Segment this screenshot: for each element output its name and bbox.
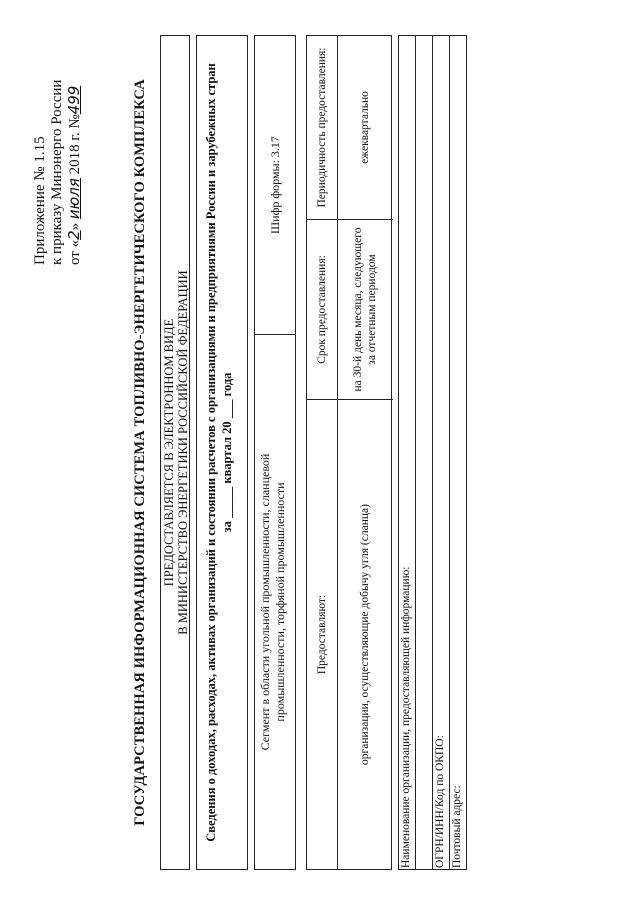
electronic-submission-box bbox=[160, 35, 190, 870]
org-ogrn-field: ОГРН/ИНН/Код по ОКПО: bbox=[433, 35, 450, 870]
page-title: ГОСУДАРСТВЕННАЯ ИНФОРМАЦИОННАЯ СИСТЕМА ТОПЛИВНО-ЭНЕРГЕТИЧЕСКОГО КОМПЛЕКСА bbox=[132, 79, 148, 826]
report-title: Сведения о доходах, расходах, активах организаций и состоянии расчетов с организациями и предприятиями России и зарубежных стран bbox=[204, 63, 218, 842]
submission-table bbox=[306, 35, 392, 870]
appendix-number: Приложение № 1.15 bbox=[32, 136, 48, 265]
table-row bbox=[337, 36, 393, 869]
segment-row bbox=[254, 35, 296, 870]
org-name-field: Наименование организации, предоставляющей информацию: bbox=[398, 35, 416, 870]
segment-cell bbox=[255, 334, 295, 869]
header-periodicity: Периодичность предоставления: bbox=[316, 47, 328, 208]
segment-line-2: промышленности, торфяной промышленности bbox=[273, 482, 287, 722]
handwritten-month: июля bbox=[65, 178, 83, 220]
organization-info-block bbox=[398, 35, 467, 870]
cell-deadline: на 30-й день месяца, следующего за отчетным периодом bbox=[337, 219, 393, 399]
handwritten-day: 2 bbox=[65, 230, 83, 240]
org-name-field-extra bbox=[416, 35, 433, 870]
electronic-line-1: ПРЕДОСТАВЛЯЕТСЯ В ЭЛЕКТРОННОМ ВИДЕ bbox=[162, 318, 176, 587]
org-address-field: Почтовый адрес: bbox=[450, 35, 467, 870]
handwritten-order-number: 499 bbox=[65, 85, 83, 115]
cell-periodicity: ежеквартально bbox=[359, 91, 371, 164]
header-deadline: Срок предоставления: bbox=[307, 219, 337, 399]
form-code: Шифр формы: 3.17 bbox=[267, 136, 282, 234]
appendix-order-ref: к приказу Минэнерго России bbox=[49, 79, 65, 265]
order-year: 2018 bbox=[67, 144, 83, 175]
appendix-header bbox=[32, 15, 84, 265]
segment-line-1: Сегмент в области угольной промышленности, сланцевой bbox=[258, 453, 272, 751]
electronic-line-2: В МИНИСТЕРСТВО ЭНЕРГЕТИКИ РОССИЙСКОЙ ФЕДЕРАЦИИ bbox=[176, 270, 190, 635]
report-period: за _____ квартал 20 ___ года bbox=[220, 372, 234, 533]
header-submitters: Предоставляют: bbox=[307, 399, 337, 869]
appendix-order-date: от «2» июля 2018 г. №499 bbox=[65, 85, 83, 265]
table-header-row bbox=[307, 36, 338, 869]
cell-submitters: организации, осуществляющие добычу угля (сланца) bbox=[337, 399, 393, 869]
report-title-box bbox=[196, 35, 248, 870]
